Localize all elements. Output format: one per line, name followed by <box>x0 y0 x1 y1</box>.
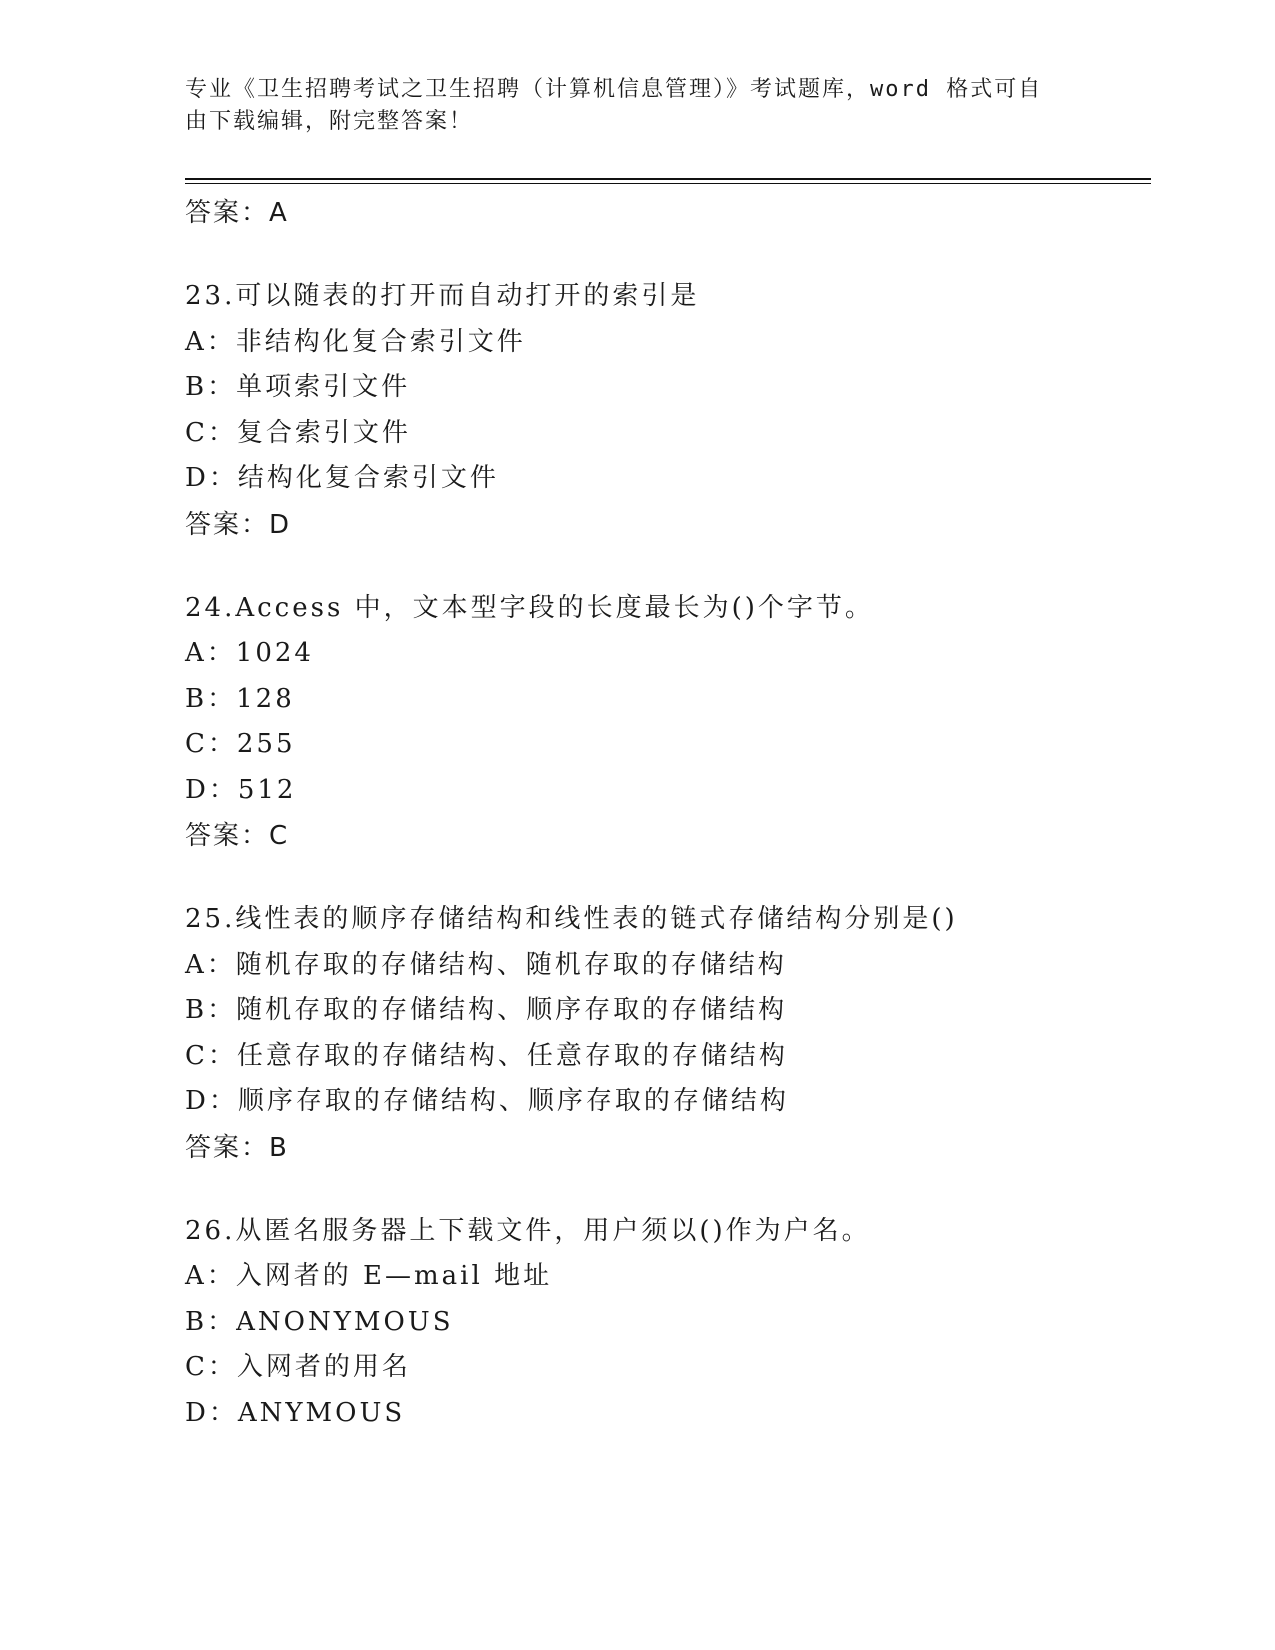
option-a: A：随机存取的存储结构、随机存取的存储结构 <box>185 949 787 980</box>
option-c: C：255 <box>185 729 296 759</box>
option-b: B：128 <box>185 683 295 714</box>
exam-content <box>185 190 1145 1436</box>
option-d: D：ANYMOUS <box>185 1397 406 1428</box>
document-header <box>185 74 1065 138</box>
option-b: B：单项索引文件 <box>185 372 411 402</box>
option-a: A：1024 <box>185 638 314 668</box>
option-c: C：任意存取的存储结构、任意存取的存储结构 <box>185 1040 788 1071</box>
option-d: D：结构化复合索引文件 <box>185 463 499 493</box>
answer: 答案：C <box>185 821 290 851</box>
question-24 <box>185 586 1145 860</box>
answer: 答案：B <box>185 1132 289 1163</box>
header-rule-thick <box>185 178 1151 180</box>
answer: 答案：D <box>185 509 292 540</box>
question-23 <box>185 274 1145 548</box>
question-text: 25.线性表的顺序存储结构和线性表的链式存储结构分别是() <box>185 904 958 934</box>
question-26 <box>185 1209 1145 1437</box>
question-25 <box>185 897 1145 1171</box>
option-b: B：随机存取的存储结构、顺序存取的存储结构 <box>185 995 788 1025</box>
option-d: D：512 <box>185 774 297 805</box>
option-a: A：非结构化复合索引文件 <box>185 326 526 357</box>
question-text: 23.可以随表的打开而自动打开的索引是 <box>185 281 700 311</box>
previous-answer: 答案：A <box>185 198 289 228</box>
header-line-1: 专业《卫生招聘考试之卫生招聘（计算机信息管理）》考试题库，word 格式可自 <box>185 77 1043 102</box>
header-line-2: 由下载编辑，附完整答案！ <box>185 109 474 134</box>
option-c: C：入网者的用名 <box>185 1352 411 1382</box>
option-b: B：ANONYMOUS <box>185 1306 454 1337</box>
question-text: 24.Access 中，文本型字段的长度最长为()个字节。 <box>185 592 874 623</box>
option-a: A：入网者的 E—mail 地址 <box>185 1261 553 1291</box>
option-c: C：复合索引文件 <box>185 417 411 448</box>
question-text: 26.从匿名服务器上下载文件，用户须以()作为户名。 <box>185 1215 871 1246</box>
option-d: D：顺序存取的存储结构、顺序存取的存储结构 <box>185 1086 789 1116</box>
header-rule-thin <box>185 183 1151 184</box>
